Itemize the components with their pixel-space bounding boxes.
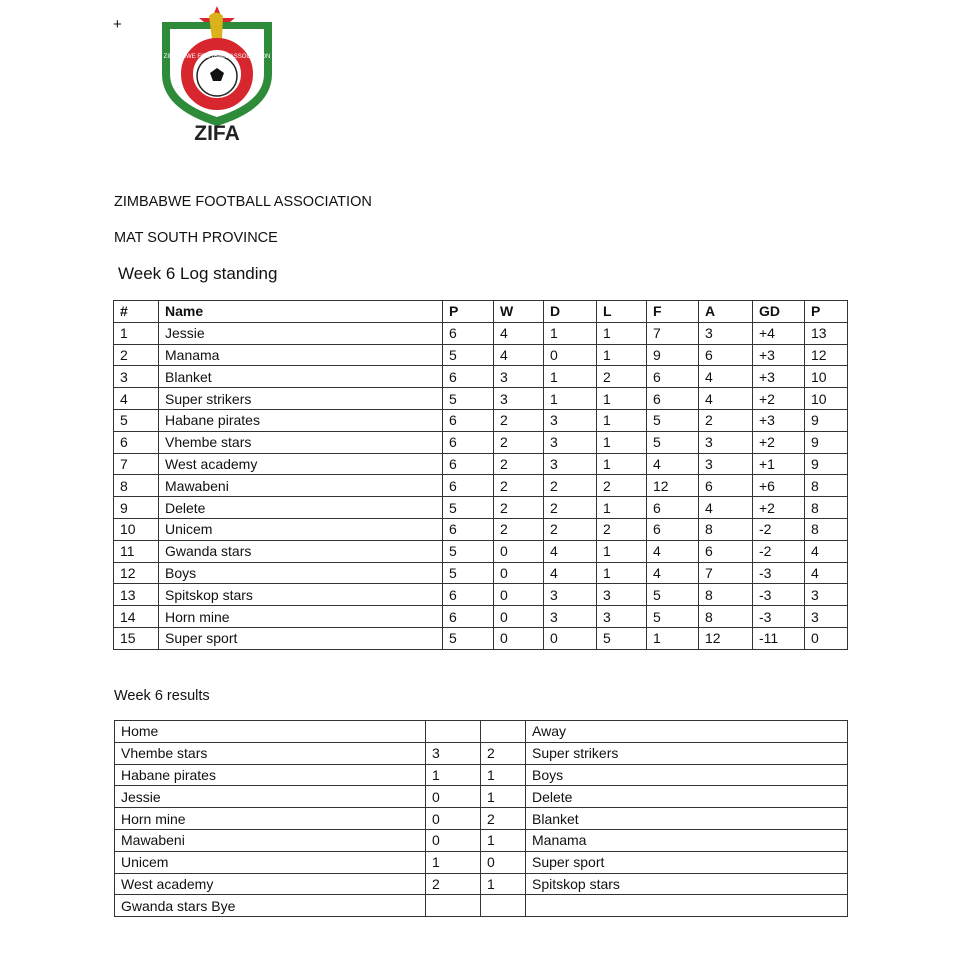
standings-cell: 9 xyxy=(805,409,848,431)
table-row xyxy=(114,518,848,540)
results-cell: 1 xyxy=(481,873,526,895)
standings-cell: +4 xyxy=(753,322,805,344)
standings-column-header: D xyxy=(544,301,597,323)
standings-cell: 3 xyxy=(494,388,544,410)
standings-cell: 11 xyxy=(114,540,159,562)
standings-cell: 6 xyxy=(443,584,494,606)
standings-cell: 6 xyxy=(443,475,494,497)
standings-cell: 6 xyxy=(114,431,159,453)
results-cell: 1 xyxy=(481,786,526,808)
table-row xyxy=(114,322,848,344)
standings-cell: 9 xyxy=(647,344,699,366)
standings-cell: 12 xyxy=(805,344,848,366)
table-row xyxy=(114,606,848,628)
standings-cell: +2 xyxy=(753,388,805,410)
standings-cell: 6 xyxy=(699,344,753,366)
table-row xyxy=(114,453,848,475)
results-cell xyxy=(526,895,848,917)
standings-cell: -2 xyxy=(753,540,805,562)
results-cell xyxy=(481,895,526,917)
standings-cell: 6 xyxy=(443,518,494,540)
standings-cell: 13 xyxy=(805,322,848,344)
standings-cell: 0 xyxy=(494,562,544,584)
results-body xyxy=(115,742,848,916)
results-cell: Super strikers xyxy=(526,742,848,764)
standings-cell: 6 xyxy=(647,388,699,410)
standings-cell: 9 xyxy=(805,431,848,453)
standings-cell: Boys xyxy=(159,562,443,584)
standings-cell: 2 xyxy=(494,497,544,519)
table-row xyxy=(114,584,848,606)
standings-cell: 2 xyxy=(494,453,544,475)
standings-cell: 3 xyxy=(699,453,753,475)
standings-cell: 5 xyxy=(443,540,494,562)
results-cell: Gwanda stars Bye xyxy=(115,895,426,917)
standings-cell: Super strikers xyxy=(159,388,443,410)
results-cell: Vhembe stars xyxy=(115,742,426,764)
results-cell: 0 xyxy=(426,808,481,830)
standings-cell: 4 xyxy=(805,562,848,584)
standings-cell: 1 xyxy=(597,409,647,431)
standings-cell: 1 xyxy=(544,366,597,388)
standings-cell: 8 xyxy=(699,584,753,606)
results-cell: 0 xyxy=(426,829,481,851)
standings-cell: 3 xyxy=(544,584,597,606)
standings-cell: 3 xyxy=(805,584,848,606)
standings-cell: +3 xyxy=(753,409,805,431)
table-row xyxy=(114,344,848,366)
results-cell: Jessie xyxy=(115,786,426,808)
results-cell: 2 xyxy=(481,808,526,830)
standings-cell: 4 xyxy=(647,562,699,584)
standings-cell: 9 xyxy=(114,497,159,519)
standings-title: Week 6 Log standing xyxy=(118,264,278,283)
standings-cell: 5 xyxy=(443,562,494,584)
results-cell: 3 xyxy=(426,742,481,764)
standings-cell: +1 xyxy=(753,453,805,475)
standings-cell: 12 xyxy=(647,475,699,497)
results-cell: Blanket xyxy=(526,808,848,830)
standings-cell: 3 xyxy=(114,366,159,388)
standings-cell: Spitskop stars xyxy=(159,584,443,606)
standings-cell: -11 xyxy=(753,627,805,649)
results-cell: 0 xyxy=(481,851,526,873)
standings-cell: 8 xyxy=(805,518,848,540)
standings-cell: 4 xyxy=(699,366,753,388)
results-cell: West academy xyxy=(115,873,426,895)
standings-cell: 1 xyxy=(544,322,597,344)
results-cell: 2 xyxy=(426,873,481,895)
standings-cell: 5 xyxy=(647,606,699,628)
standings-cell: 12 xyxy=(114,562,159,584)
standings-cell: 2 xyxy=(494,475,544,497)
table-row xyxy=(115,851,848,873)
org-name: ZIMBABWE FOOTBALL ASSOCIATION xyxy=(114,194,372,210)
standings-cell: 7 xyxy=(699,562,753,584)
standings-column-header: Name xyxy=(159,301,443,323)
standings-cell: 5 xyxy=(647,431,699,453)
table-row xyxy=(115,895,848,917)
results-cell: 1 xyxy=(481,829,526,851)
table-row xyxy=(114,388,848,410)
standings-column-header: GD xyxy=(753,301,805,323)
table-row xyxy=(115,829,848,851)
standings-cell: 6 xyxy=(699,540,753,562)
standings-column-header: # xyxy=(114,301,159,323)
results-header xyxy=(115,721,848,743)
standings-cell: 8 xyxy=(805,475,848,497)
results-column-header: Away xyxy=(526,721,848,743)
standings-cell: 1 xyxy=(544,388,597,410)
standings-cell: 6 xyxy=(443,366,494,388)
results-cell: Boys xyxy=(526,764,848,786)
standings-cell: +2 xyxy=(753,497,805,519)
standings-cell: +2 xyxy=(753,431,805,453)
province-name: MAT SOUTH PROVINCE xyxy=(114,230,278,246)
standings-cell: 6 xyxy=(443,409,494,431)
standings-cell: Mawabeni xyxy=(159,475,443,497)
table-row xyxy=(115,808,848,830)
results-cell: 1 xyxy=(481,764,526,786)
standings-cell: 0 xyxy=(494,540,544,562)
zifa-logo xyxy=(152,4,282,150)
standings-cell: 6 xyxy=(647,497,699,519)
results-table xyxy=(114,720,848,917)
standings-cell: 5 xyxy=(114,409,159,431)
standings-cell: 3 xyxy=(494,366,544,388)
results-cell: Spitskop stars xyxy=(526,873,848,895)
standings-cell: 6 xyxy=(443,431,494,453)
standings-column-header: A xyxy=(699,301,753,323)
standings-cell: 13 xyxy=(114,584,159,606)
standings-cell: 15 xyxy=(114,627,159,649)
standings-cell: 4 xyxy=(114,388,159,410)
results-cell: Manama xyxy=(526,829,848,851)
standings-cell: 6 xyxy=(647,366,699,388)
standings-cell: 2 xyxy=(597,518,647,540)
standings-cell: +3 xyxy=(753,366,805,388)
standings-cell: 3 xyxy=(805,606,848,628)
standings-cell: 10 xyxy=(805,388,848,410)
table-row xyxy=(114,475,848,497)
standings-cell: 5 xyxy=(443,388,494,410)
standings-cell: 14 xyxy=(114,606,159,628)
standings-cell: 2 xyxy=(544,475,597,497)
table-row xyxy=(115,764,848,786)
standings-cell: 2 xyxy=(544,497,597,519)
standings-cell: 5 xyxy=(597,627,647,649)
standings-cell: 1 xyxy=(597,497,647,519)
standings-cell: 6 xyxy=(647,518,699,540)
standings-cell: 3 xyxy=(597,584,647,606)
table-row xyxy=(114,409,848,431)
standings-column-header: P xyxy=(805,301,848,323)
table-row xyxy=(114,497,848,519)
standings-cell: Gwanda stars xyxy=(159,540,443,562)
standings-cell: 4 xyxy=(805,540,848,562)
standings-cell: 2 xyxy=(494,409,544,431)
standings-cell: 1 xyxy=(597,388,647,410)
standings-cell: 4 xyxy=(494,322,544,344)
results-column-header xyxy=(426,721,481,743)
standings-cell: 4 xyxy=(699,388,753,410)
standings-cell: 0 xyxy=(805,627,848,649)
standings-cell: -2 xyxy=(753,518,805,540)
standings-cell: 3 xyxy=(699,431,753,453)
results-cell xyxy=(426,895,481,917)
standings-cell: 4 xyxy=(494,344,544,366)
standings-cell: -3 xyxy=(753,606,805,628)
plus-mark: + xyxy=(113,16,122,33)
standings-cell: 3 xyxy=(699,322,753,344)
standings-cell: Vhembe stars xyxy=(159,431,443,453)
table-row xyxy=(114,627,848,649)
standings-cell: 2 xyxy=(597,366,647,388)
standings-cell: 5 xyxy=(443,497,494,519)
standings-column-header: F xyxy=(647,301,699,323)
standings-cell: Blanket xyxy=(159,366,443,388)
standings-cell: 6 xyxy=(699,475,753,497)
results-column-header: Home xyxy=(115,721,426,743)
standings-cell: Habane pirates xyxy=(159,409,443,431)
standings-cell: 10 xyxy=(805,366,848,388)
standings-cell: 2 xyxy=(114,344,159,366)
standings-cell: 7 xyxy=(114,453,159,475)
standings-body xyxy=(114,322,848,649)
table-row xyxy=(115,786,848,808)
standings-cell: 1 xyxy=(597,562,647,584)
standings-cell: Jessie xyxy=(159,322,443,344)
standings-cell: 8 xyxy=(699,606,753,628)
standings-cell: 1 xyxy=(647,627,699,649)
standings-cell: 5 xyxy=(443,344,494,366)
results-title: Week 6 results xyxy=(114,688,210,704)
standings-cell: 2 xyxy=(699,409,753,431)
results-cell: Mawabeni xyxy=(115,829,426,851)
standings-cell: 0 xyxy=(544,344,597,366)
standings-cell: 3 xyxy=(544,409,597,431)
standings-column-header: L xyxy=(597,301,647,323)
logo-text: ZIFA xyxy=(194,122,240,145)
standings-cell: 1 xyxy=(114,322,159,344)
standings-cell: 6 xyxy=(443,606,494,628)
results-cell: Unicem xyxy=(115,851,426,873)
standings-cell: 12 xyxy=(699,627,753,649)
standings-cell: 2 xyxy=(494,518,544,540)
standings-column-header: P xyxy=(443,301,494,323)
standings-cell: 0 xyxy=(494,627,544,649)
standings-cell: 8 xyxy=(114,475,159,497)
standings-column-header: W xyxy=(494,301,544,323)
standings-cell: 1 xyxy=(597,322,647,344)
results-cell: 1 xyxy=(426,764,481,786)
results-column-header xyxy=(481,721,526,743)
standings-cell: 0 xyxy=(494,584,544,606)
standings-cell: 4 xyxy=(544,562,597,584)
results-cell: 1 xyxy=(426,851,481,873)
standings-cell: 8 xyxy=(805,497,848,519)
standings-header-row xyxy=(114,301,848,323)
table-row xyxy=(114,562,848,584)
standings-cell: Horn mine xyxy=(159,606,443,628)
standings-cell: 5 xyxy=(647,584,699,606)
standings-cell: +6 xyxy=(753,475,805,497)
standings-cell: 1 xyxy=(597,453,647,475)
standings-cell: 4 xyxy=(647,540,699,562)
standings-cell: Super sport xyxy=(159,627,443,649)
standings-cell: 4 xyxy=(699,497,753,519)
standings-cell: Manama xyxy=(159,344,443,366)
standings-cell: +3 xyxy=(753,344,805,366)
table-row xyxy=(114,540,848,562)
results-cell: Horn mine xyxy=(115,808,426,830)
standings-cell: 0 xyxy=(544,627,597,649)
standings-cell: 4 xyxy=(647,453,699,475)
standings-cell: 2 xyxy=(494,431,544,453)
standings-cell: West academy xyxy=(159,453,443,475)
standings-cell: 1 xyxy=(597,540,647,562)
standings-cell: 6 xyxy=(443,322,494,344)
standings-cell: 6 xyxy=(443,453,494,475)
logo-ring-text: ZIMBABWE FOOTBALL ASSOCIATION xyxy=(163,54,271,60)
standings-cell: 0 xyxy=(494,606,544,628)
standings-cell: Delete xyxy=(159,497,443,519)
standings-cell: 3 xyxy=(544,453,597,475)
results-header-row xyxy=(115,721,848,743)
standings-cell: 3 xyxy=(597,606,647,628)
table-row xyxy=(114,431,848,453)
standings-cell: 3 xyxy=(544,431,597,453)
standings-table xyxy=(113,300,848,650)
standings-header xyxy=(114,301,848,323)
standings-cell: 2 xyxy=(544,518,597,540)
standings-cell: 8 xyxy=(699,518,753,540)
standings-cell: -3 xyxy=(753,562,805,584)
results-cell: 2 xyxy=(481,742,526,764)
standings-cell: 3 xyxy=(544,606,597,628)
standings-cell: 2 xyxy=(597,475,647,497)
results-cell: Habane pirates xyxy=(115,764,426,786)
standings-cell: Unicem xyxy=(159,518,443,540)
standings-cell: 9 xyxy=(805,453,848,475)
standings-cell: -3 xyxy=(753,584,805,606)
table-row xyxy=(115,873,848,895)
standings-cell: 4 xyxy=(544,540,597,562)
standings-cell: 5 xyxy=(443,627,494,649)
table-row xyxy=(114,366,848,388)
standings-cell: 1 xyxy=(597,431,647,453)
standings-cell: 10 xyxy=(114,518,159,540)
results-cell: Super sport xyxy=(526,851,848,873)
standings-cell: 7 xyxy=(647,322,699,344)
standings-cell: 1 xyxy=(597,344,647,366)
results-cell: Delete xyxy=(526,786,848,808)
table-row xyxy=(115,742,848,764)
results-cell: 0 xyxy=(426,786,481,808)
standings-cell: 5 xyxy=(647,409,699,431)
